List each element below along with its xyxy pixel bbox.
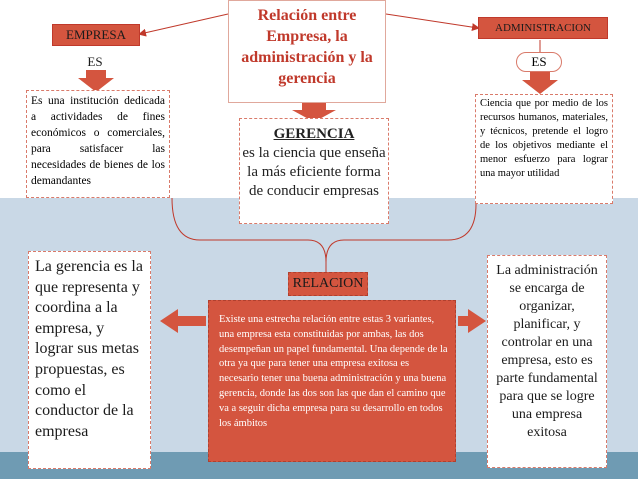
administracion-definition: Ciencia que por medio de los recursos humanos, materiales, y técnicos, pretende el logro de los objetivos mediante el menor esfuerzo para lograr una mayor utilidad bbox=[475, 94, 613, 204]
arrow-to-administracion bbox=[386, 14, 478, 28]
arrow-right bbox=[458, 309, 486, 333]
gerencia-definition: es la ciencia que enseña la más eficiente forma de conducir empresas bbox=[242, 145, 386, 199]
relacion-text: Existe una estrecha relación entre estas 3 variantes, una empresa esta constituidas por ambas, las dos desempeñan un papel fundamental. Una depende de la otra ya que para tener una empresa exitosa es necesario tener una buena administración y una buena gerencia, donde las dos son las que dan el camino que va a seguir dicha empresa para su desarrollo en todos los ámbitos bbox=[208, 300, 456, 462]
administracion-label: ADMINISTRACION bbox=[478, 17, 608, 39]
down-arrow-empresa bbox=[78, 70, 114, 92]
empresa-label: EMPRESA bbox=[52, 24, 140, 46]
gerencia-title: GERENCIA bbox=[273, 126, 355, 142]
arrow-to-empresa bbox=[140, 14, 228, 34]
main-title: Relación entre Empresa, la administración y la gerencia bbox=[228, 0, 386, 103]
administracion-es: ES bbox=[516, 52, 562, 72]
gerencia-note: La gerencia es la que representa y coordina a la empresa, y lograr sus metas propuestas, es como el conductor de la empresa bbox=[28, 251, 151, 469]
empresa-definition: Es una institución dedicada a actividades de fines económicos o comerciales, para satisfacer las necesidades de bienes de los demandantes bbox=[26, 90, 170, 198]
down-arrow-administracion bbox=[522, 72, 558, 94]
relacion-label: RELACION bbox=[288, 272, 368, 296]
arrow-left bbox=[160, 309, 206, 333]
empresa-es: ES bbox=[87, 54, 103, 69]
gerencia-box bbox=[239, 118, 389, 224]
administracion-note: La administración se encarga de organizar, planificar, y controlar en una empresa, esto es parte fundamental para que se logre una empresa exitosa bbox=[487, 255, 607, 468]
